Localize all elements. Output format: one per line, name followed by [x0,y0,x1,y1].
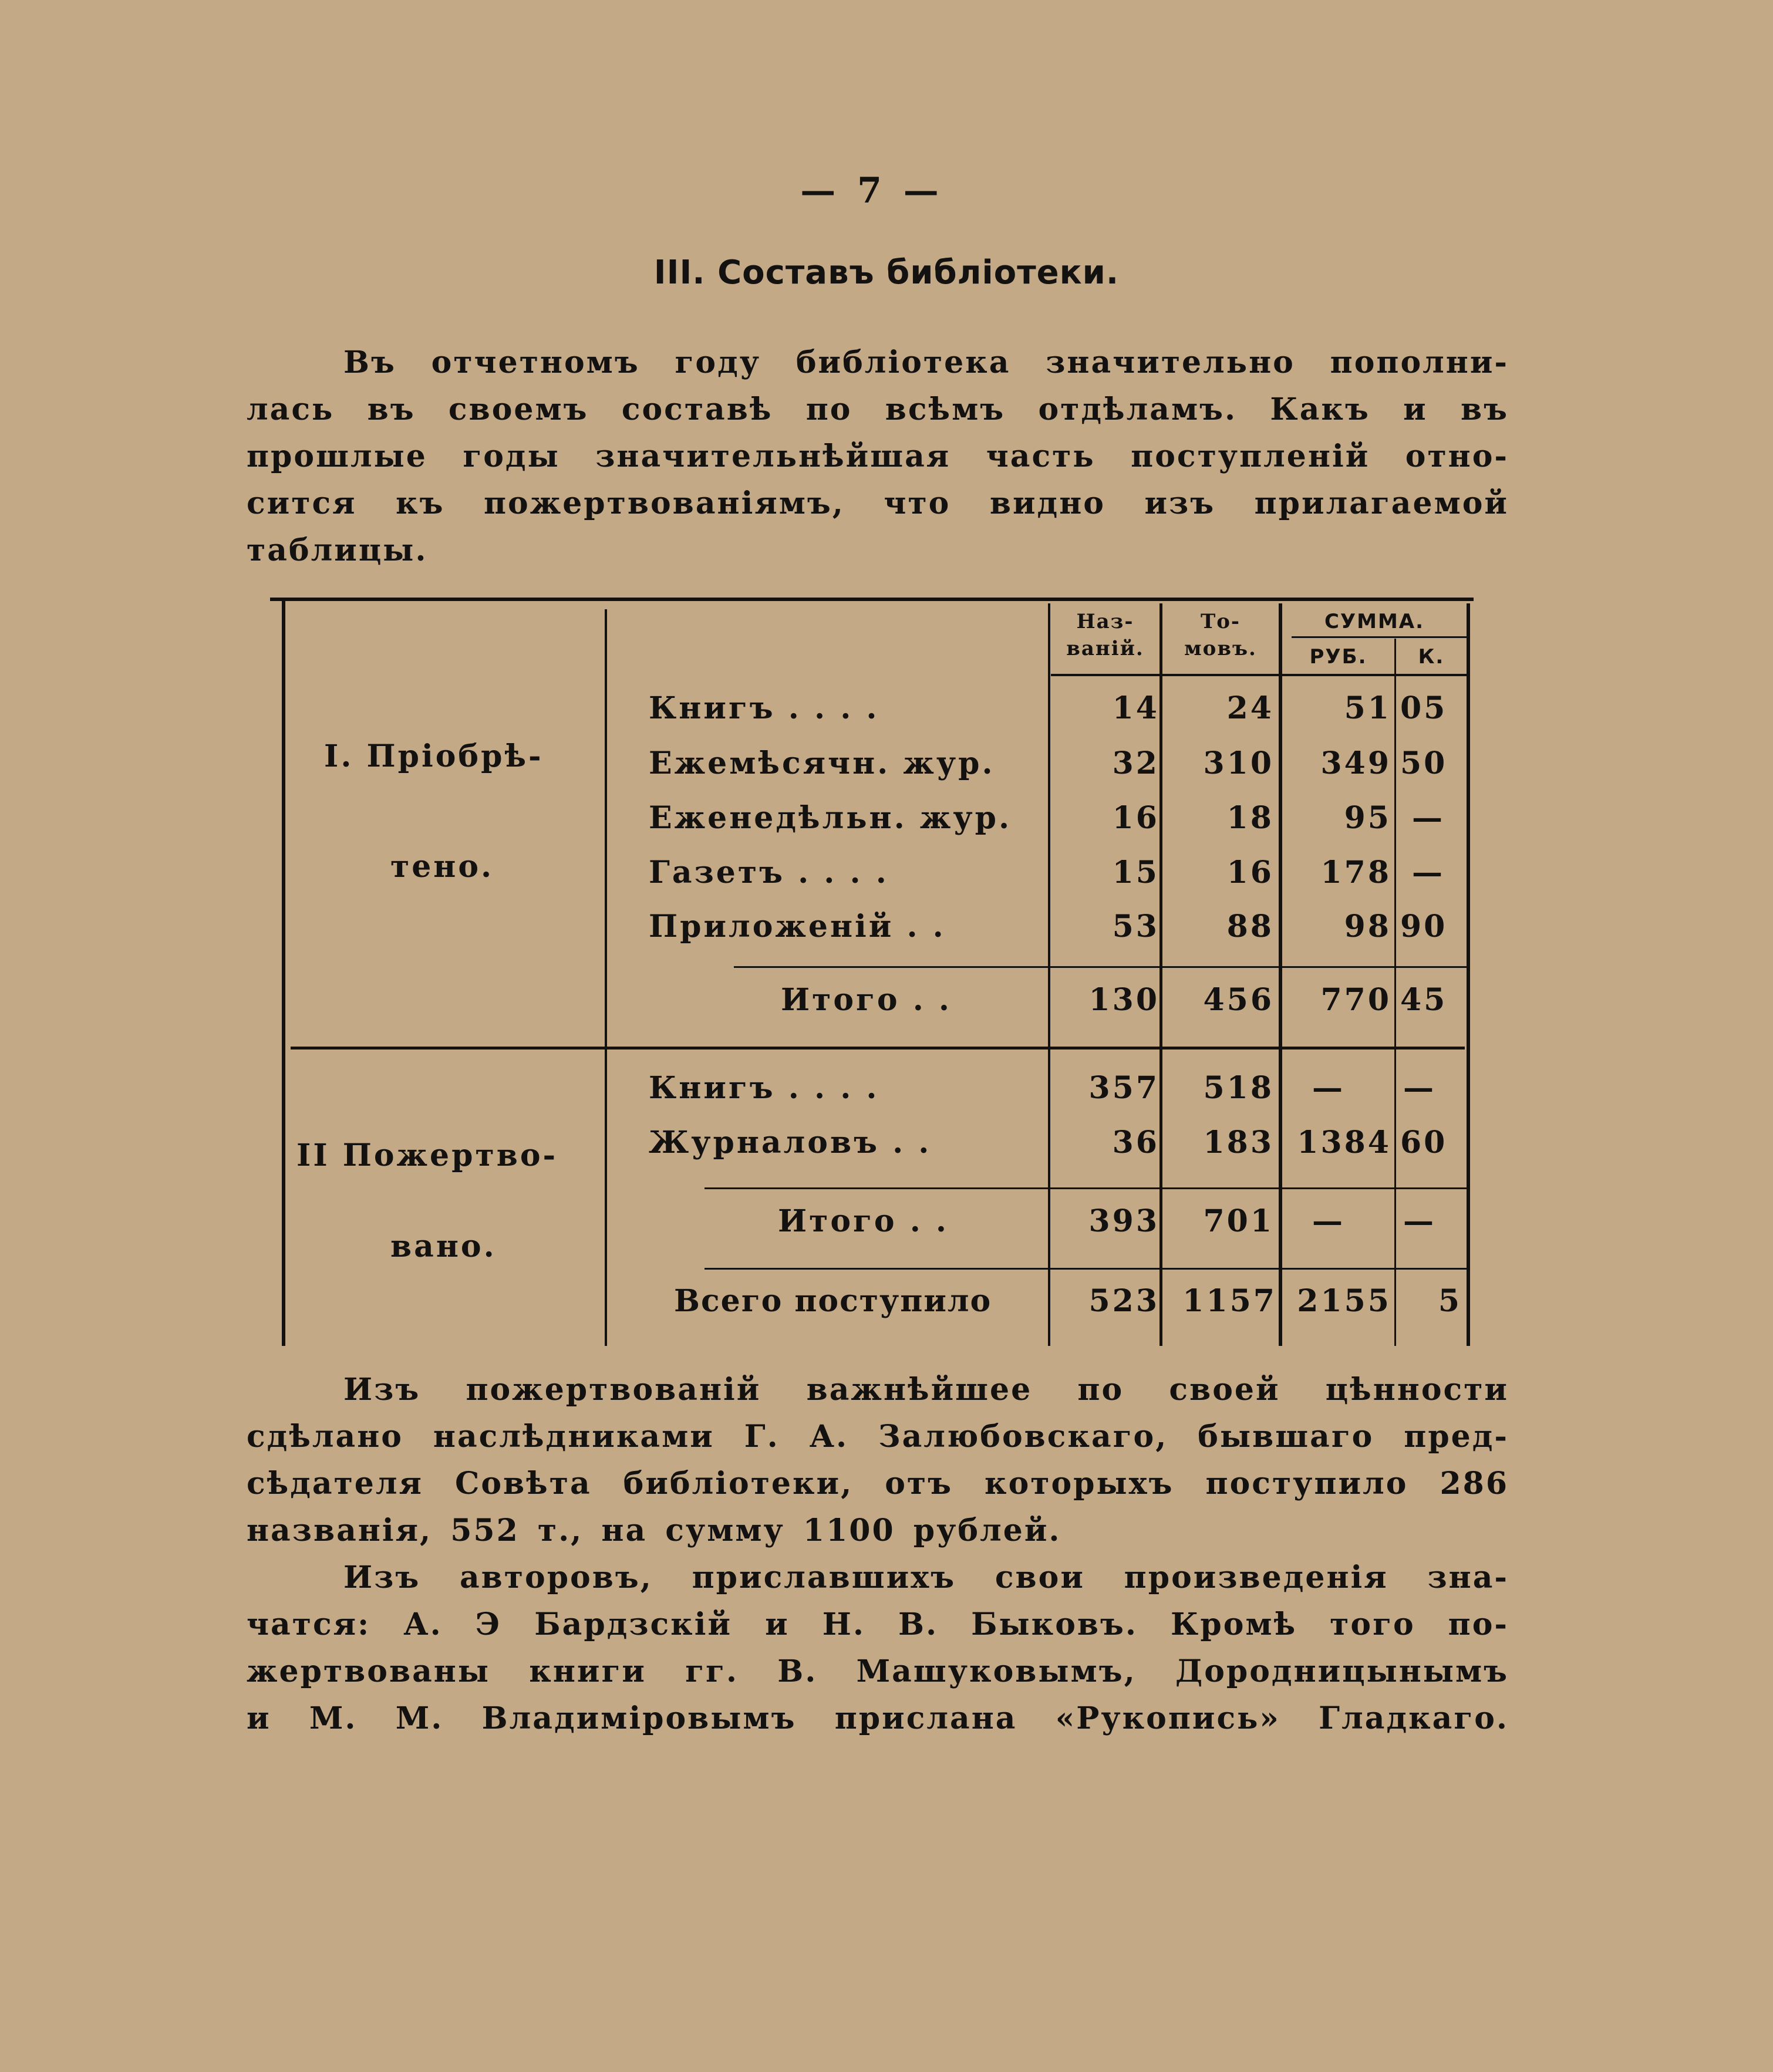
subtotal-rule-2 [705,1187,1468,1189]
sum-subheader-rule [1292,636,1468,638]
row-volumes: 183 [1203,1125,1274,1160]
row-volumes: 518 [1203,1070,1274,1106]
header-rub: РУБ. [1309,645,1367,669]
row-name: Приложеній . . [649,909,946,944]
row-name: Журналовъ . . [649,1125,932,1160]
header-sum: СУММА. [1324,610,1425,633]
table-top-rule [270,598,1474,601]
row-kop: — [1403,1203,1436,1239]
row-kop: 60 [1400,1125,1448,1160]
authors-line: чатся: А. Э Бардзскій и Н. В. Быковъ. Кромѣ того по- [247,1607,1509,1642]
library-composition-table [270,598,1474,1346]
subtotal-rule-1 [734,966,1468,968]
row-kop: — [1412,800,1445,836]
row-name: Книгъ . . . . [649,1070,879,1106]
row-name: Еженедѣльн. жур. [649,800,1012,836]
section1-label-line1: I. Пріобрѣ- [324,738,544,774]
row-volumes: 456 [1203,982,1274,1018]
page-number: — 7 — [800,170,943,211]
row-rub: 178 [1320,855,1391,890]
row-rub: 349 [1320,745,1391,781]
row-rub: 51 [1344,690,1391,726]
row-volumes: 1157 [1182,1283,1277,1319]
row-volumes: 16 [1226,855,1274,890]
section1-label-line2: тено. [390,849,494,885]
grand-total-rule [705,1268,1468,1270]
row-rub: 1384 [1297,1125,1391,1160]
kop-column-rule [1394,639,1396,1346]
intro-line: таблицы. [247,532,428,568]
authors-line: и М. М. Владиміровымъ прислана «Рукопись» Гладкаго. [247,1700,1509,1736]
row-rub: 2155 [1297,1283,1391,1319]
row-titles: 523 [1088,1283,1159,1319]
table-section-rule [291,1047,1465,1050]
row-volumes: 24 [1226,690,1274,726]
intro-line: лась въ своемъ составѣ по всѣмъ отдѣламъ. Какъ и въ [247,392,1509,427]
row-kop: 50 [1400,745,1448,781]
row-titles: 130 [1088,982,1159,1018]
intro-line: прошлые годы значительнѣйшая часть поступленій отно- [247,438,1509,474]
row-name: Всего поступило [674,1283,992,1319]
donations-line: сдѣлано наслѣдниками Г. А. Залюбовскаго, бывшаго пред- [247,1419,1509,1455]
header-titles-line2: ваній. [1066,637,1144,660]
label-column-rule [605,609,607,1346]
header-titles [1051,608,1159,662]
intro-line: Въ отчетномъ году библіотека значительно пополни- [343,345,1509,380]
row-titles: 53 [1112,909,1159,944]
header-volumes-line1: То- [1200,610,1241,633]
row-name: Итого . . [778,1203,949,1239]
table-right-rule [1467,603,1470,1346]
row-rub: — [1312,1070,1345,1106]
row-name: Газетъ . . . . [649,855,889,890]
row-volumes: 88 [1226,909,1274,944]
authors-paragraph [247,1554,1509,1742]
row-volumes: 310 [1203,745,1274,781]
row-titles: 32 [1112,745,1159,781]
row-titles: 14 [1112,690,1159,726]
titles-column-rule [1048,603,1050,1346]
authors-line: Изъ авторовъ, приславшихъ свои произведенія зна- [343,1560,1509,1595]
row-kop: 5 [1438,1283,1462,1319]
donations-paragraph [247,1366,1509,1554]
header-titles-line1: Наз- [1076,610,1134,633]
row-titles: 393 [1088,1203,1159,1239]
header-volumes-line2: мовъ. [1184,637,1257,660]
header-volumes [1162,608,1279,662]
intro-paragraph [247,339,1509,574]
row-titles: 357 [1088,1070,1159,1106]
table-left-rule [282,598,285,1346]
header-kop: К. [1418,645,1445,669]
row-kop: — [1403,1070,1436,1106]
row-rub: — [1312,1203,1345,1239]
intro-line: сится къ пожертвованіямъ, что видно изъ прилагаемой [247,485,1509,521]
authors-line: жертвованы книги гг. В. Машуковымъ, Дородницынымъ [247,1653,1509,1689]
donations-line: сѣдателя Совѣта библіотеки, отъ которыхъ поступило 286 [247,1466,1509,1501]
row-volumes: 18 [1226,800,1274,836]
row-name: Книгъ . . . . [649,690,879,726]
row-rub: 770 [1320,982,1391,1018]
row-name: Итого . . [781,982,952,1018]
row-rub: 95 [1344,800,1391,836]
donations-line: названія, 552 т., на сумму 1100 рублей. [247,1513,1061,1548]
section-title: III. Составъ библіотеки. [653,254,1120,292]
row-volumes: 701 [1203,1203,1274,1239]
row-kop: 90 [1400,909,1448,944]
section2-label-line1: II Пожертво- [296,1138,558,1173]
row-titles: 15 [1112,855,1159,890]
row-kop: — [1412,855,1445,890]
row-rub: 98 [1344,909,1391,944]
row-kop: 45 [1400,982,1448,1018]
row-titles: 36 [1112,1125,1159,1160]
row-name: Ежемѣсячн. жур. [649,745,995,781]
row-titles: 16 [1112,800,1159,836]
header-rule [1051,674,1468,676]
section2-label-line2: вано. [390,1229,497,1264]
donations-line: Изъ пожертвованій важнѣйшее по своей цѣнности [343,1372,1509,1408]
row-kop: 05 [1400,690,1448,726]
